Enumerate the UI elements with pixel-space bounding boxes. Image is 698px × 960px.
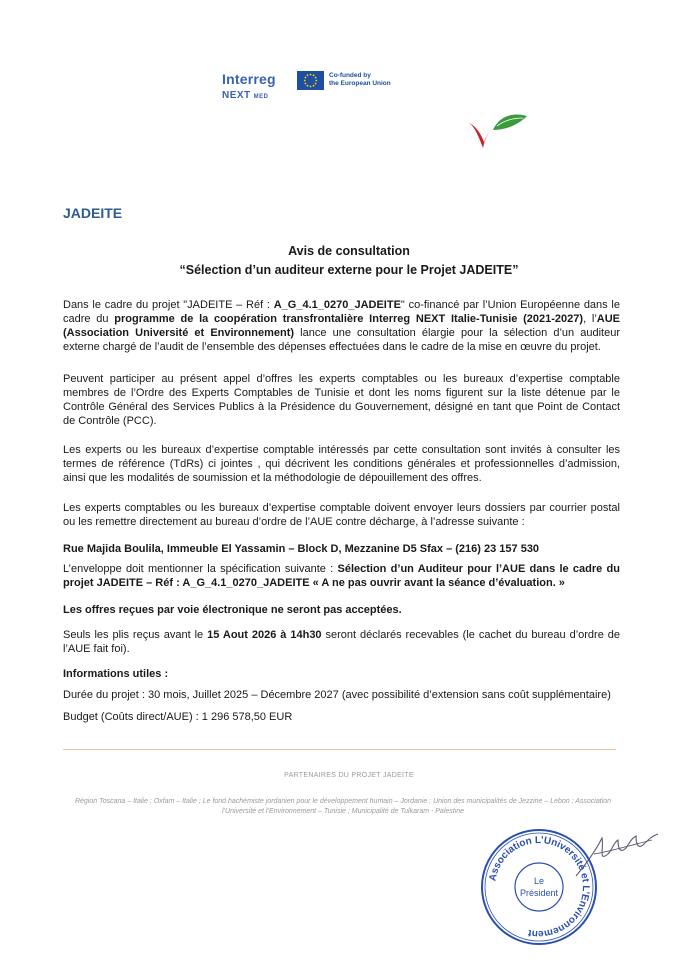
stamp-ring-text: Association L’Université et L’Environnement [487,834,592,940]
deadline-paragraph [63,628,620,656]
interreg-program-name: NEXT [222,90,251,101]
project-budget: Budget (Coûts direct/AUE) : 1 296 578,50 EUR [63,711,293,723]
deadline-text-2: seront déclarés recevables (le cachet du bureau d’ordre de l’AUE fait foi). [63,629,620,655]
stamp-center-line2: Président [519,888,559,898]
eligibility-paragraph: Peuvent participer au présent appel d’offres les experts comptables ou les bureaux d’expertise comptable membres de l’Ordre des Experts Comptables de Tunisie et dont les noms figurent sur la liste détenue par le Contrôle Général des Services Publics à la Présidence du Gouvernement, désigné en tant que Point de Contact de Contrôle (PCC). [63,373,620,427]
interreg-program [222,90,276,101]
eu-flag-icon [297,71,324,90]
project-title: JADEITE [63,205,123,221]
notice-subheading: “Sélection d’un auditeur externe pour le Projet JADEITE” [179,263,519,277]
address-line: Rue Majida Boulila, Immeuble El Yassamin – Block D, Mezzanine D5 Sfax – (216) 23 157 530 [63,543,540,555]
association-leaf-logo-icon [463,108,533,158]
project-reference: A_G_4.1_0270_JADEITE [273,299,401,311]
terms-paragraph: Les experts ou les bureaux d’expertise comptable intéressés par cette consultation sont invités à consulter les termes de référence (TdRs) ci jointes , qui décrivent les conditions générales et professionnelles d’admission, ainsi que les modalités de soumission et la méthodologie de dépouillement des offres. [63,444,620,484]
intro-paragraph [63,298,620,354]
stamp-center-line1: Le [533,876,545,886]
deadline-date: 15 Aout 2026 à 14h30 [207,629,322,641]
submission-paragraph: Les experts comptables ou les bureaux d’expertise comptable doivent envoyer leurs dossiers par courrier postal ou les remettre directement au bureau d’ordre de l’AUE contre décharge, à l’adresse suivante : [63,502,620,528]
footer-divider [63,749,616,750]
eu-cofunded-line2: the European Union [329,79,391,87]
svg-text:Association L’Université et L’ [487,835,591,939]
intro-text-2: " co-financé par l’Union Européenne dans le cadre du [63,299,620,325]
interreg-logo [222,71,276,101]
project-duration: Durée du projet : 30 mois, Juillet 2025 – Décembre 2027 (avec possibilité d’extension sans coût supplémentaire) [63,689,611,701]
president-stamp-icon [478,826,600,948]
info-heading: Informations utiles : [63,668,169,680]
interreg-brand: Interreg [222,71,276,87]
eu-cofunded-line1: Co-funded by [329,72,371,79]
eu-cofunded-text [329,72,391,87]
envelope-specification: Sélection d’un Auditeur pour l’AUE dans le cadre du projet JADEITE – Réf : A_G_4.1_0270_JADEITE « A ne pas ouvrir avant la séance d’évaluation. » [63,563,620,589]
association-name: AUE (Association Université et Environnement) [63,313,621,339]
envelope-paragraph [63,562,620,590]
notice-heading: Avis de consultation [288,244,410,258]
intro-text-4: lance une consultation élargie pour la sélection d’un auditeur externe chargé de l’audit de l’ensemble des dépenses effectuées dans le cadre de la mise en œuvre du projet. [63,327,620,353]
intro-text-3: , l’ [583,313,597,325]
intro-text-1: Dans le cadre du projet "JADEITE – Réf : [63,299,274,311]
electronic-notice: Les offres reçues par voie électronique ne seront pas acceptées. [63,604,402,616]
partners-title: PARTENAIRES DU PROJET JADEITE [284,772,414,779]
deadline-text-1: Seuls les plis reçus avant le [63,629,208,641]
envelope-text: L’enveloppe doit mentionner la spécification suivante : [63,563,338,575]
partners-list: Région Toscana – Italie ; Oxfam – Italie ; Le fond hachémiste jordanien pour le développement humain – Jordanie ; Union des municipalités de Jezzine – Lebon ; Association l’Université et l’Environnement – Tunisie ; Municipalité de Tulkaram - Palestine [74,798,612,815]
interreg-program-suffix: MED [253,94,269,100]
programme-name: programme de la coopération transfrontalière Interreg NEXT Italie-Tunisie (2021-2027) [114,313,584,325]
